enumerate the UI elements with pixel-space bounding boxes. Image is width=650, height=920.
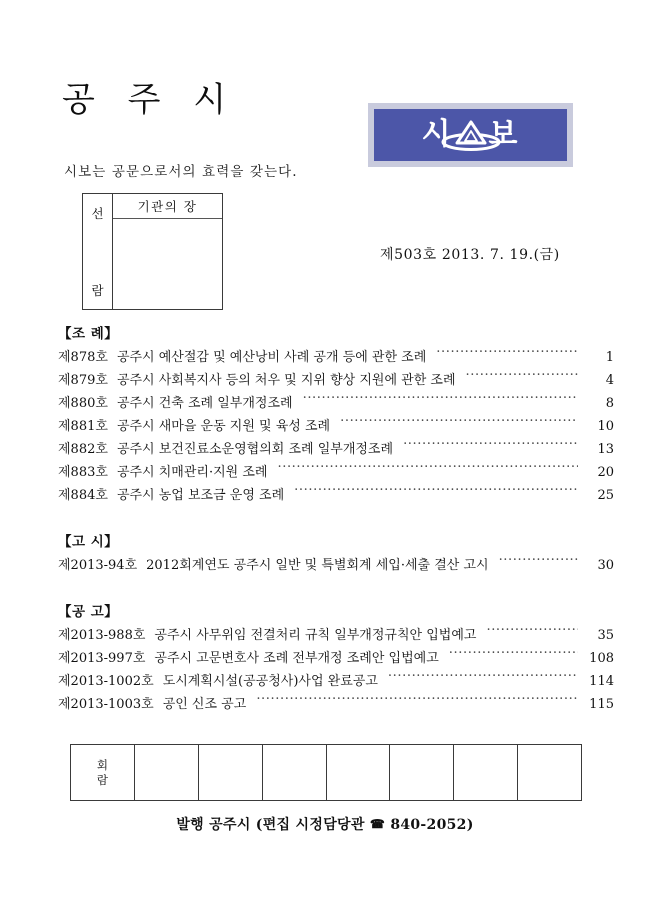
toc-entry[interactable]: [58, 484, 614, 507]
toc-entry-page: 108: [589, 651, 614, 666]
toc-section: [58, 322, 614, 507]
table-of-contents: [58, 322, 614, 722]
sibo-emblem: [368, 103, 573, 167]
toc-section-title: 【공 고】: [58, 604, 119, 620]
toc-entry[interactable]: [58, 369, 614, 392]
toc-entry-page: 35: [597, 628, 614, 643]
toc-entry-number: 제883호: [58, 465, 108, 480]
toc-entry-number: 제879호: [58, 373, 108, 388]
emblem-char-left: 시: [421, 117, 453, 152]
circulation-empty-cell: [199, 745, 263, 800]
footer: [0, 814, 650, 834]
toc-entry[interactable]: [58, 554, 614, 577]
toc-dot-leader: [449, 649, 578, 662]
approval-left-column: [83, 194, 113, 309]
toc-section: [58, 600, 614, 716]
toc-entry-number: 제878호: [58, 350, 108, 365]
approval-signature-area: [113, 219, 222, 309]
toc-section: [58, 530, 614, 577]
toc-entry-page: 1: [605, 350, 614, 365]
issue-number-date: 제503호 2013. 7. 19.(금): [380, 247, 560, 263]
toc-dot-leader: [403, 440, 578, 453]
approval-label-bottom: 람: [91, 283, 104, 298]
toc-entry[interactable]: [58, 624, 614, 647]
toc-entry-number: 제882호: [58, 442, 108, 457]
toc-dot-leader: [340, 417, 578, 430]
circulation-empty-cell: [454, 745, 518, 800]
toc-entry-page: 115: [589, 697, 614, 712]
toc-entry[interactable]: [58, 415, 614, 438]
toc-entry-title: 2012회계연도 공주시 일반 및 특별회계 세입·세출 결산 고시: [146, 558, 489, 573]
toc-entry[interactable]: [58, 647, 614, 670]
toc-entry-page: 114: [589, 674, 614, 689]
toc-dot-leader: [294, 486, 578, 499]
toc-entry-page: 25: [597, 488, 614, 503]
approval-header: 기관의 장: [113, 194, 222, 219]
toc-entry-number: 제880호: [58, 396, 108, 411]
circulation-table: [70, 744, 582, 801]
toc-dot-leader: [277, 463, 578, 476]
toc-dot-leader: [466, 371, 578, 384]
footer-publisher: 발행 공주시 (편집 시정담당관: [176, 817, 365, 833]
toc-entry-title: 공주시 예산절감 및 예산낭비 사례 공개 등에 관한 조례: [116, 350, 427, 365]
toc-entry-title: 공주시 보건진료소운영협의회 조례 일부개정조례: [116, 442, 394, 457]
toc-entry[interactable]: [58, 670, 614, 693]
emblem-text: [421, 117, 520, 152]
telephone-icon: ☎: [369, 817, 386, 831]
toc-entry-page: 8: [605, 396, 614, 411]
toc-entry-title: 공주시 치매관리·지원 조례: [116, 465, 268, 480]
toc-entry-page: 20: [597, 465, 614, 480]
circulation-empty-cell: [518, 745, 581, 800]
toc-section-title: 【고 시】: [58, 534, 119, 550]
toc-entry[interactable]: [58, 392, 614, 415]
circulation-empty-cell: [390, 745, 454, 800]
toc-entry-title: 공주시 사회복지사 등의 처우 및 지위 향상 지원에 관한 조례: [116, 373, 456, 388]
toc-entry-number: 제2013-988호: [58, 628, 146, 643]
tagline: 시보는 공문으로서의 효력을 갖는다.: [64, 164, 298, 180]
approval-right-column: [113, 194, 222, 309]
footer-phone: 840-2052): [390, 817, 474, 833]
toc-entry-title: 공주시 농업 보조금 운영 조례: [116, 488, 285, 503]
circulation-label-cell: [71, 745, 135, 800]
toc-section-title: 【조 례】: [58, 326, 119, 342]
approval-table: [82, 193, 223, 310]
circulation-empty-cell: [327, 745, 391, 800]
toc-dot-leader: [303, 394, 578, 407]
toc-entry-page: 4: [605, 373, 614, 388]
toc-entry[interactable]: [58, 461, 614, 484]
toc-entry-title: 공주시 새마을 운동 지원 및 육성 조례: [116, 419, 331, 434]
circulation-label-top: 회: [96, 757, 108, 772]
toc-entry-title: 도시계획시설(공공청사)사업 완료공고: [162, 674, 378, 689]
page-title: 공 주 시: [62, 80, 238, 120]
emblem-inner: [374, 109, 567, 161]
circulation-empty-cell: [135, 745, 199, 800]
toc-entry-page: 13: [597, 442, 614, 457]
toc-entry-number: 제881호: [58, 419, 108, 434]
toc-entry-number: 제2013-1002호: [58, 674, 154, 689]
toc-entry-title: 공주시 고문변호사 조례 전부개정 조례안 입법예고: [154, 651, 439, 666]
toc-entry-number: 제884호: [58, 488, 108, 503]
toc-dot-leader: [256, 695, 578, 708]
toc-entry-number: 제2013-997호: [58, 651, 146, 666]
emblem-char-right: 보: [488, 117, 520, 152]
toc-section-gap: [58, 513, 614, 530]
toc-section-gap: [58, 583, 614, 600]
toc-dot-leader: [486, 626, 578, 639]
toc-entry[interactable]: [58, 693, 614, 716]
toc-entry-title: 공인 신조 공고: [162, 697, 247, 712]
toc-dot-leader: [388, 672, 578, 685]
toc-entry-page: 10: [597, 419, 614, 434]
circulation-label-bottom: 람: [96, 772, 108, 787]
circulation-label: [97, 758, 108, 788]
toc-entry[interactable]: [58, 346, 614, 369]
toc-entry[interactable]: [58, 438, 614, 461]
toc-entry-title: 공주시 사무위임 전결처리 규칙 일부개정규칙안 입법예고: [154, 628, 477, 643]
toc-entry-title: 공주시 건축 조례 일부개정조례: [116, 396, 293, 411]
toc-entry-number: 제2013-94호: [58, 558, 138, 573]
masthead: [0, 0, 650, 200]
toc-dot-leader: [499, 556, 578, 569]
toc-entry-page: 30: [597, 558, 614, 573]
circulation-empty-cell: [263, 745, 327, 800]
toc-entry-number: 제2013-1003호: [58, 697, 154, 712]
toc-dot-leader: [436, 348, 578, 361]
approval-label-top: 선: [91, 206, 104, 221]
